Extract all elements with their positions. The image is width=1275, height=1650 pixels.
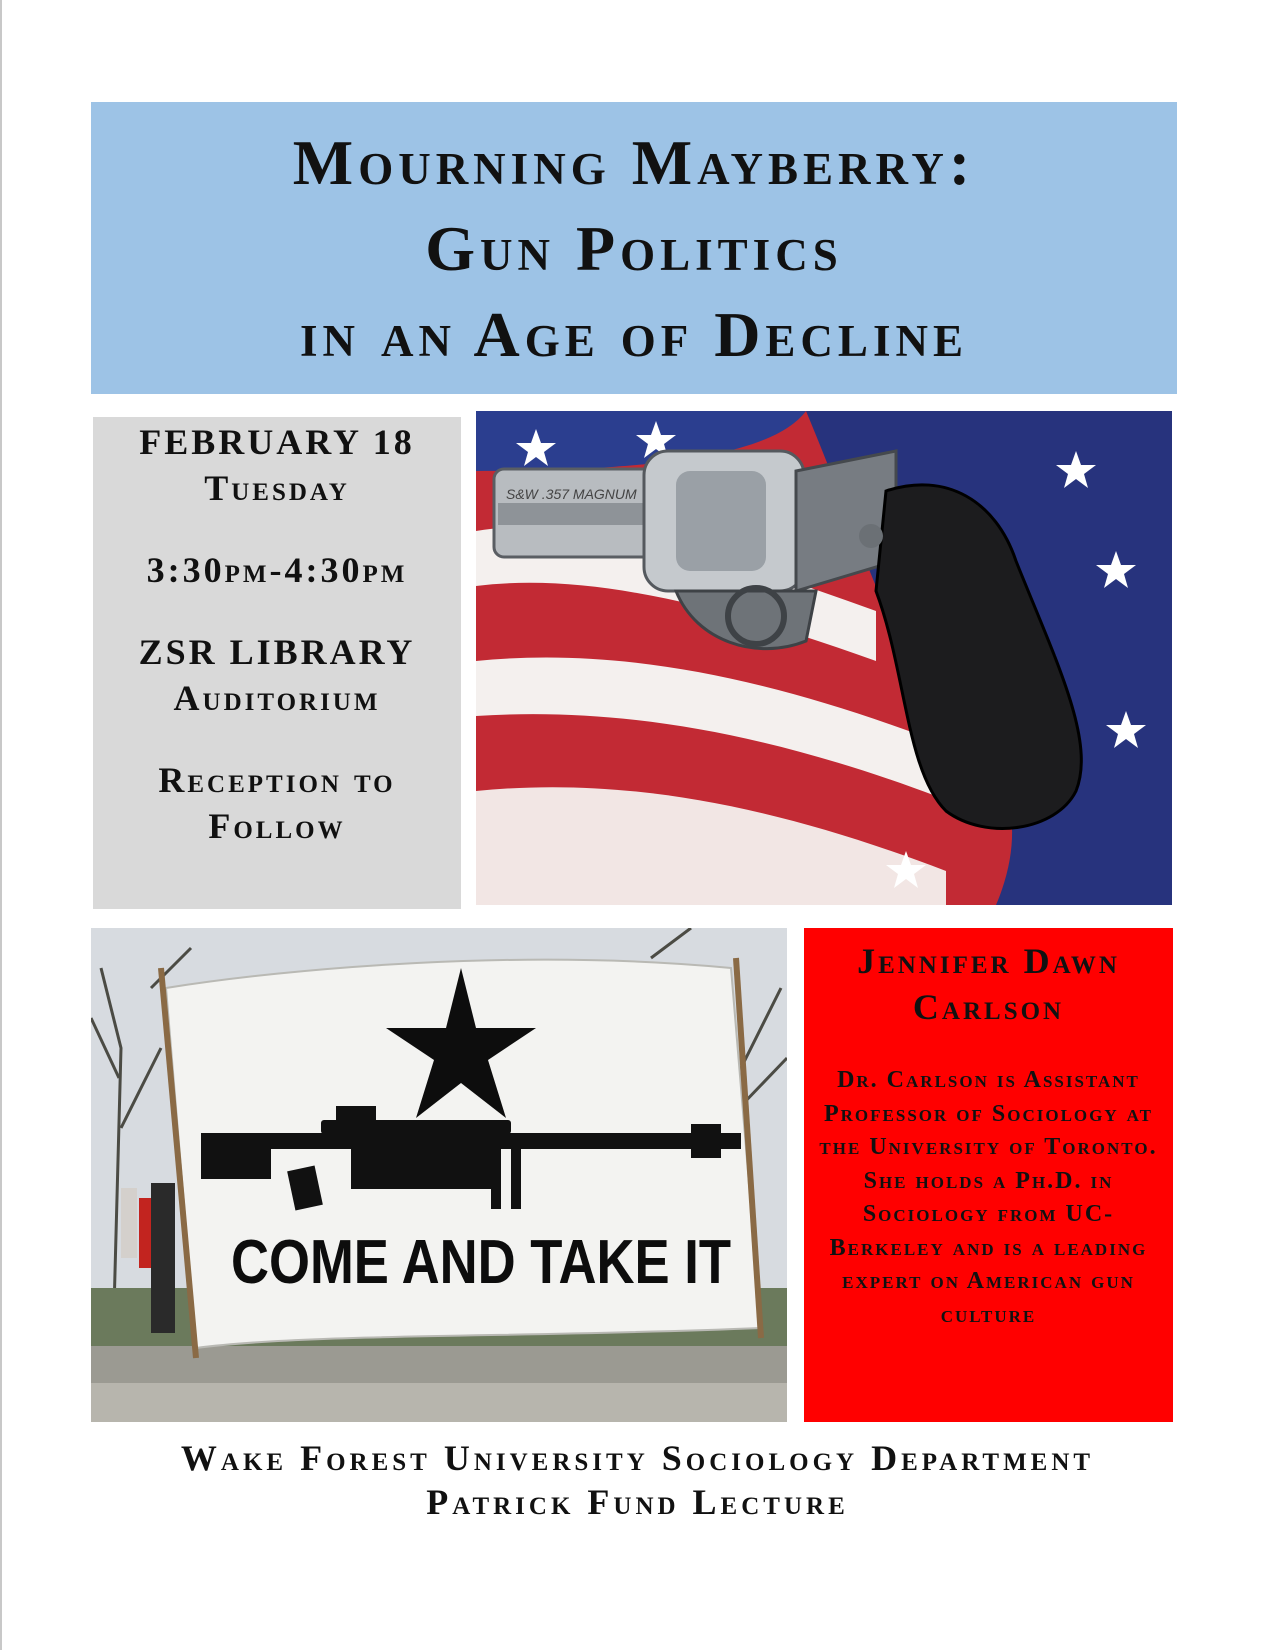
footer-department: Wake Forest University Sociology Department <box>180 1438 1095 1478</box>
revolver-engraving: S&W .357 MAGNUM <box>506 486 637 502</box>
title-line-2: Gun Politics <box>425 213 843 284</box>
event-weekday: Tuesday <box>204 468 350 508</box>
speaker-name-line-2: Carlson <box>912 987 1065 1027</box>
event-time: 3:30pm-4:30pm <box>146 550 408 590</box>
speaker-panel <box>804 928 1173 1422</box>
come-and-take-it-banner-photo <box>91 928 787 1422</box>
revolver-flag-photo <box>476 411 1172 905</box>
title-banner <box>91 102 1177 394</box>
speaker-bio: Dr. Carlson is Assistant Professor of Sociology at the University of Toronto. She holds a Ph.D. in Sociology from UC-Berkeley and is a leading expert on American gun culture <box>819 1067 1158 1328</box>
event-reception-line-2: Follow <box>208 806 346 846</box>
event-reception-line-1: Reception to <box>158 760 396 800</box>
speaker-name-line-1: Jennifer Dawn <box>857 941 1120 981</box>
footer-lecture-name: Patrick Fund Lecture <box>426 1482 849 1522</box>
title-line-1: Mourning Mayberry: <box>292 127 976 198</box>
banner-slogan: COME AND TAKE IT <box>231 1228 732 1297</box>
sponsor-footer <box>0 1436 1275 1524</box>
banner-illustration <box>91 928 787 1422</box>
revolver-flag-illustration <box>476 411 1172 905</box>
event-date: FEBRUARY 18 <box>139 422 415 462</box>
page-edge <box>0 0 2 1650</box>
event-venue: ZSR LIBRARY <box>138 632 416 672</box>
event-room: Auditorium <box>173 678 381 718</box>
title-line-3: in an Age of Decline <box>300 299 968 370</box>
event-info-panel <box>93 417 461 909</box>
